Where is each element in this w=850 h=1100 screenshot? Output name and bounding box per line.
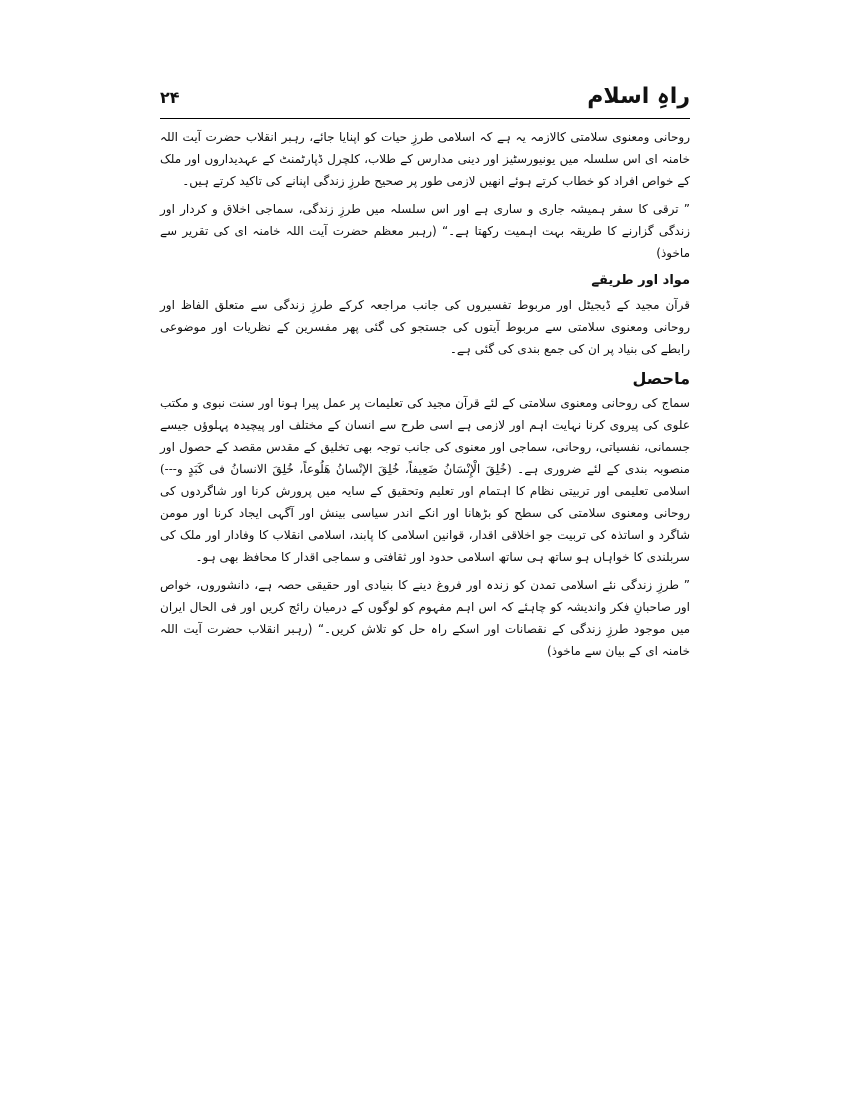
quote-leader-2: ” طرزِ زندگی نئے اسلامی تمدن کو زندہ اور فروغ دینے کا بنیادی اور حقیقی حصہ ہے، دانشوروں، خواص اور صاحبانِ فکر واندیشہ کو چاہئے کہ اس اہم مفہوم کو لوگوں کے درمیان رائج کریں اور فی الحال ایران میں موجود طرزِ زندگی کے نقصانات اور اسکے راہ حل کو تلاش کریں۔“ (رہبر انقلاب حضرت آیت اللہ خامنہ ای کے بیان سے ماخوذ) <box>160 578 690 658</box>
materials-heading: مواد اور طریقے <box>591 273 690 288</box>
materials-paragraph: قرآن مجید کے ڈیجیٹل اور مربوط تفسیروں کی جانب مراجعہ کرکے طرزِ زندگی سے متعلق الفاظ اور روحانی ومعنوی سلامتی سے مربوط آیتوں کی جستجو کی گئی پھر مفسرین کے نظریات اور موضوعی رابطے کی بنیاد پر ان کی جمع بندی کی گئی ہے۔ <box>160 298 690 356</box>
article-body <box>160 126 690 668</box>
results-paragraph <box>160 392 690 568</box>
results-text-part2: اسلامی تعلیمی اور تربیتی نظام کا اہتمام اور تعلیم وتحقیق کے سایہ میں پرورش کرنا اور شاگردوں کی روحانی ومعنوی سلامتی کی سطح کو بڑھانا اور انکے اندر سیاسی بینش اور آگہی ایجاد کرنا اور مومن شاگرد و اساتذہ کی تربیت جو اخلاقی اقدار، قوانین اسلامی کا پابند، اسلامی انقلاب کا وفادار اور ملک کی سربلندی کا خواہاں ہو ساتھ ہی ساتھ اسلامی حدود اور ثقافتی و سماجی اقدار کا محافظ بھی ہو۔ <box>160 484 690 564</box>
quran-citation: (خُلِقَ الْإِنْسَانُ ضَعِيفاً، خُلِقَ الإنْسانُ هَلُوعاً، خُلِقَ الانسانُ فی کَبَدٍ و---) <box>160 462 512 476</box>
intro-paragraph: روحانی ومعنوی سلامتی کالازمہ یہ ہے کہ اسلامی طرزِ حیات کو اپنایا جائے، رہبر انقلاب حضرت آیت اللہ خامنہ ای اس سلسلہ میں یونیورسٹیز اور دینی مدارس کے طلاب، کلچرل ڈپارٹمنٹ کے عہدیداروں اور ملک کے خواص افراد کو خطاب کرتے ہوئے انھیں لازمی طور پر صحیح طرزِ زندگی اپنانے کی تاکید کرتے ہیں۔ <box>160 130 690 188</box>
page-number: ۲۴ <box>160 88 180 107</box>
page-header <box>160 82 690 116</box>
results-text-part1: سماج کی روحانی ومعنوی سلامتی کے لئے قرآن مجید کی تعلیمات پر عمل پیرا ہونا اور سنت نبوی و مکتب علوی کی پیروی کرنا نہایت اہم اور لازمی ہے اسی طرح سے انسان کے مختلف اور پیچیدہ پہلوؤں جیسے جسمانی، نفسیاتی، روحانی، سماجی اور معنوی کی جانب توجہ بھی تخلیق کے مقدس مقصد کے حصول اور منصوبہ بندی کے لئے ضروری ہے۔ <box>160 396 690 476</box>
header-divider <box>160 118 690 119</box>
quote-leader-1: ” ترقی کا سفر ہمیشہ جاری و ساری ہے اور اس سلسلہ میں طرزِ زندگی، سماجی اخلاق و کردار اور زندگی گزارنے کا طریقہ بہت اہمیت رکھتا ہے۔“ (رہبر معظم حضرت آیت اللہ خامنہ ای کی تقریر سے ماخوذ) <box>160 202 690 260</box>
journal-title: راہِ اسلام <box>587 84 690 109</box>
results-heading: ماحصل <box>632 369 690 388</box>
